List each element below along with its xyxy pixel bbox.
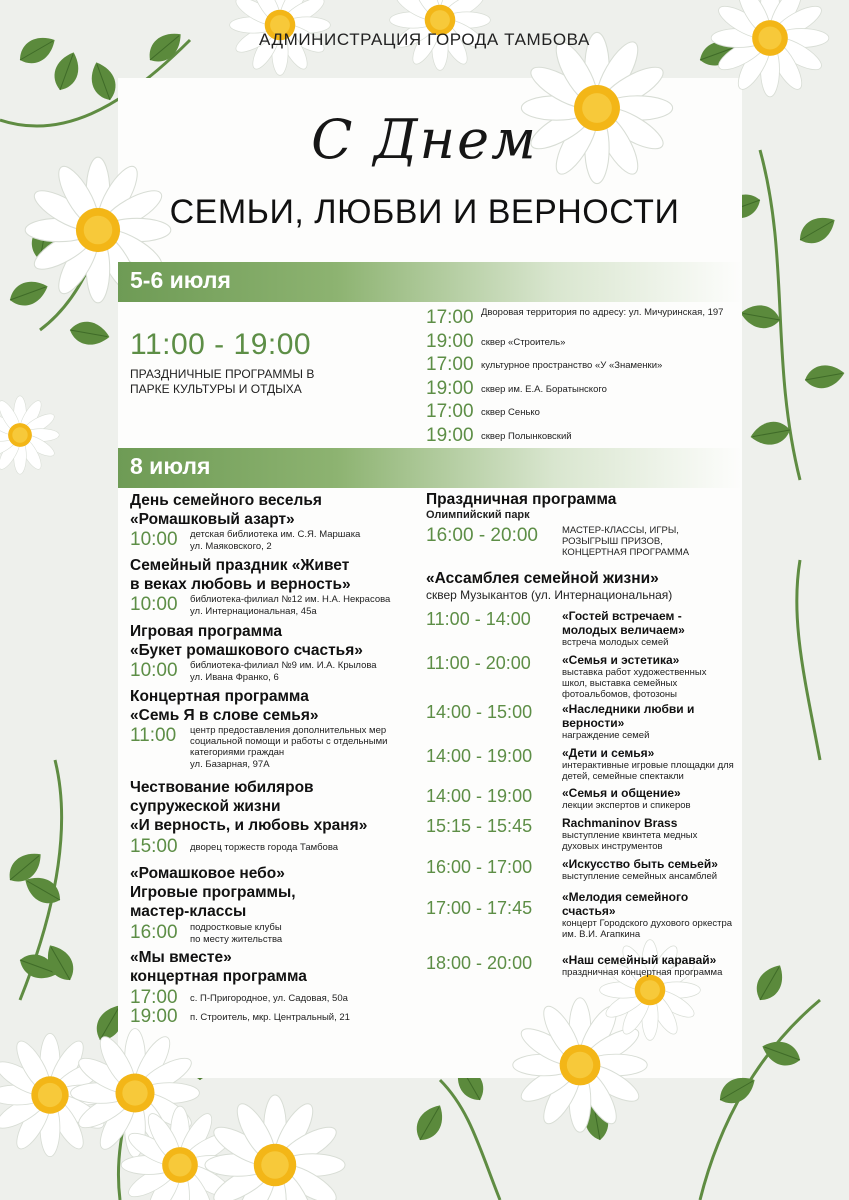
schedule-title: «Семья и эстетика»	[562, 653, 680, 667]
schedule-desc: выступление семейных ансамблей	[562, 871, 718, 882]
event-place: дворец торжеств города Тамбова	[190, 842, 339, 853]
schedule-time: 14:00 - 19:00	[426, 786, 533, 806]
list-item	[426, 351, 746, 375]
schedule-time: 14:00 - 15:00	[426, 702, 533, 722]
park-time: 11:00 - 19:00	[130, 328, 312, 361]
date-band-july-5-6	[118, 262, 742, 302]
schedule-desc: праздничная концертная программа	[562, 967, 723, 978]
schedule-desc: награждение семей	[562, 730, 650, 741]
event-time: 17:00	[426, 307, 474, 328]
event-time: 10:00	[130, 660, 178, 681]
event-time: 11:00	[130, 725, 177, 746]
event-description: МАСТЕР-КЛАССЫ, ИГРЫ, РОЗЫГРЫШ ПРИЗОВ, КОНЦЕРТНАЯ ПРОГРАММА	[562, 525, 690, 558]
schedule-desc: выступление квинтета медных духовых инструментов	[562, 830, 698, 852]
event-place: центр предоставления дополнительных мер социальной помощи и работы с отдельными категориями граждан	[190, 725, 388, 758]
event-time: 16:00	[130, 922, 178, 943]
event-title: Концертная программа	[130, 688, 309, 705]
event-title: Чествование юбиляров	[130, 779, 314, 796]
event-title: «Ромашковый азарт»	[130, 511, 295, 528]
script-title: С Днем	[311, 108, 538, 171]
event-yubilyary	[130, 778, 368, 857]
schedule-time: 11:00 - 14:00	[426, 609, 531, 629]
event-title: Игровая программа	[130, 623, 283, 640]
event-venue: сквер Музыкантов (ул. Интернациональная)	[426, 588, 673, 602]
event-time: 10:00	[130, 594, 178, 615]
schedule-title: «Мелодия семейного счастья»	[562, 890, 689, 918]
list-item	[426, 422, 746, 446]
event-address: ул. Интернациональная, 45а	[190, 606, 317, 617]
event-address: ул. Ивана Франко, 6	[190, 672, 279, 683]
park-description: ПРАЗДНИЧНЫЕ ПРОГРАММЫ В ПАРКЕ КУЛЬТУРЫ И ОТДЫХА	[130, 367, 315, 396]
event-title: концертная программа	[130, 968, 307, 985]
assembly-program	[426, 570, 746, 602]
date-label: 8 июля	[130, 453, 211, 479]
event-place: библиотека-филиал №12 им. Н.А. Некрасова	[190, 594, 391, 605]
schedule-title: «Гостей встречаем - молодых величаем»	[562, 609, 685, 637]
event-place: библиотека-филиал №9 им. И.А. Крылова	[190, 660, 377, 671]
list-item	[426, 328, 746, 352]
event-title: День семейного веселья	[130, 492, 322, 509]
event-title: мастер-классы	[130, 903, 247, 920]
schedule-title: «Наш семейный каравай»	[562, 953, 717, 967]
schedule-title: «Наследники любви и верности»	[562, 702, 695, 730]
event-place: сквер «Строитель»	[481, 336, 566, 348]
event-time: 17:00	[426, 354, 474, 375]
event-place: п. Строитель, мкр. Центральный, 21	[190, 1012, 350, 1023]
list-item	[426, 304, 746, 328]
event-address: по месту жительства	[190, 934, 283, 945]
event-romashkovoe-nebo	[130, 864, 296, 945]
schedule-time: 14:00 - 19:00	[426, 746, 533, 766]
schedule-desc: выставка работ художественных школ, выставка семейных фотоальбомов, фотозоны	[562, 667, 707, 700]
event-title: Семейный праздник «Живет	[130, 557, 350, 574]
administration-header: АДМИНИСТРАЦИЯ ГОРОДА ТАМБОВА	[258, 30, 590, 49]
event-place: культурное пространство «У «Знаменки»	[481, 360, 663, 371]
schedule-time: 15:15 - 15:45	[426, 816, 533, 836]
event-place: сквер Сенько	[481, 407, 540, 418]
schedule-time: 17:00 - 17:45	[426, 898, 533, 918]
event-place: сквер Полынковский	[481, 430, 572, 442]
date-band-july-8	[118, 448, 742, 488]
event-time: 17:00	[426, 401, 474, 422]
schedule-desc: встреча молодых семей	[562, 637, 669, 648]
event-address: ул. Маяковского, 2	[190, 541, 272, 552]
schedule-time: 11:00 - 20:00	[426, 653, 531, 673]
evening-events-list	[426, 304, 746, 445]
schedule-time: 16:00 - 17:00	[426, 857, 533, 877]
event-title: «Ассамблея семейной жизни»	[426, 570, 659, 587]
event-time: 19:00	[130, 1006, 178, 1027]
list-item	[426, 375, 746, 399]
event-title: «Семь Я в слове семья»	[130, 707, 319, 724]
event-title: Игровые программы,	[130, 884, 296, 901]
event-romashkovy-azart	[130, 491, 361, 552]
event-title: «Букет ромашкового счастья»	[130, 642, 363, 659]
event-venue: Олимпийский парк	[426, 509, 530, 521]
schedule-title: «Искусство быть семьей»	[562, 857, 718, 871]
event-time: 15:00	[130, 836, 178, 857]
event-time: 17:00	[130, 987, 178, 1008]
main-title: СЕМЬИ, ЛЮБВИ И ВЕРНОСТИ	[169, 193, 680, 231]
date-label: 5-6 июля	[130, 267, 231, 293]
schedule-time: 18:00 - 20:00	[426, 953, 533, 973]
event-buket	[130, 622, 377, 683]
event-time: 19:00	[426, 377, 474, 399]
event-time: 19:00	[426, 424, 474, 446]
event-my-vmeste	[130, 948, 350, 1027]
event-title: «Мы вместе»	[130, 949, 232, 966]
event-place: сквер им. Е.А. Боратынского	[481, 383, 607, 395]
schedule-desc: интерактивные игровые площадки для детей, семейные спектакли	[562, 760, 734, 782]
list-item	[426, 398, 746, 422]
event-place: подростковые клубы	[190, 922, 282, 933]
schedule-desc: лекции экспертов и спикеров	[562, 800, 691, 811]
event-time: 19:00	[426, 330, 474, 352]
event-time: 10:00	[130, 529, 178, 550]
event-title: Праздничная программа	[426, 491, 617, 508]
schedule-title: Rachmaninov Brass	[562, 816, 678, 830]
event-address: ул. Базарная, 97А	[190, 759, 270, 770]
event-place: Дворовая территория по адресу: ул. Мичуринская, 197	[481, 307, 724, 318]
event-title: в веках любовь и верность»	[130, 576, 351, 593]
event-time: 16:00 - 20:00	[426, 525, 538, 546]
event-place: детская библиотека им. С.Я. Маршака	[190, 529, 361, 540]
schedule-title: «Семья и общение»	[562, 786, 681, 800]
event-title: «И верность, и любовь храня»	[130, 817, 368, 834]
event-title: «Ромашковое небо»	[130, 865, 285, 882]
event-place: с. П-Пригородное, ул. Садовая, 50а	[190, 993, 348, 1004]
event-title: супружеской жизни	[130, 798, 281, 815]
event-sem-ya	[130, 687, 388, 770]
schedule-desc: концерт Городского духового оркестра им. В.И. Агапкина	[562, 918, 733, 940]
event-zhivet-v-vekah	[130, 556, 391, 617]
schedule-title: «Дети и семья»	[562, 746, 655, 760]
holiday-program	[426, 491, 746, 558]
